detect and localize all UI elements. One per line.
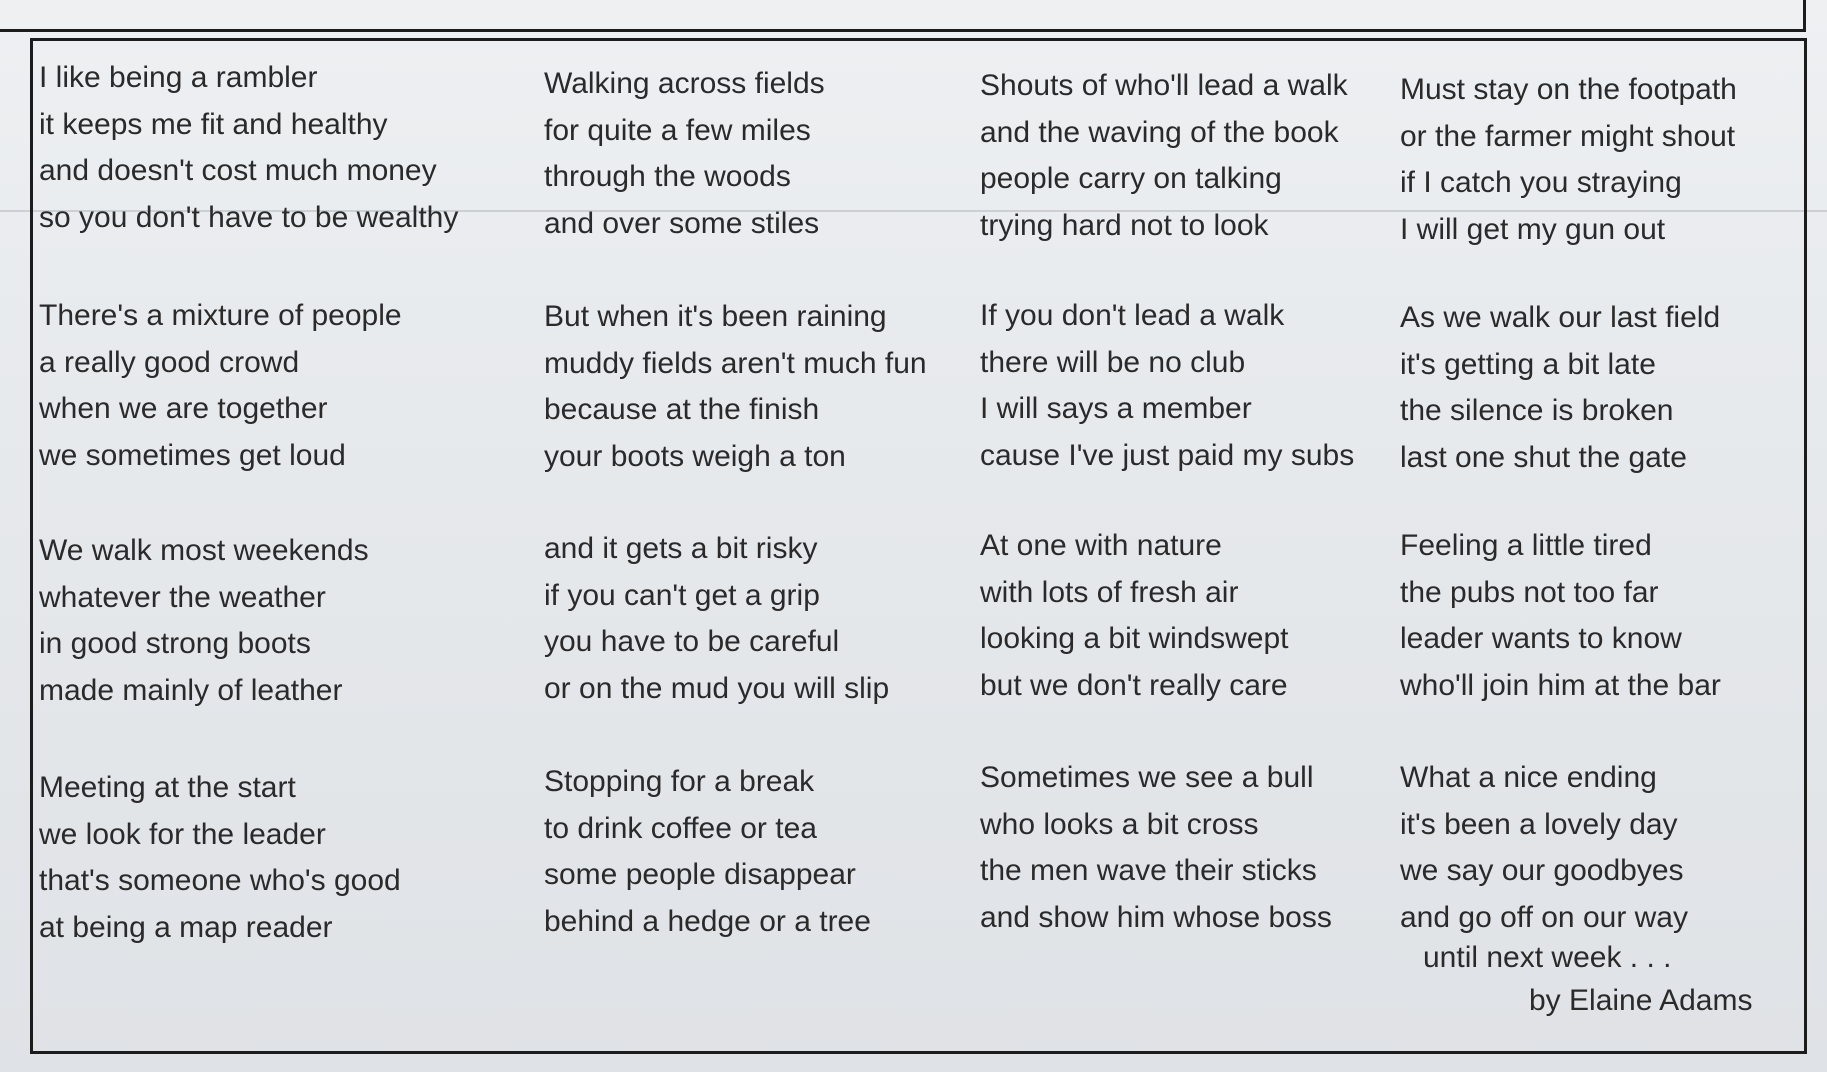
poem-line: I will get my gun out [1400,212,1666,246]
poem-line: or on the mud you will slip [544,671,890,705]
poem-line: Shouts of who'll lead a walk [980,69,1348,102]
stanza [544,294,974,480]
stanza [1400,523,1827,709]
poem-line: people carry on talking [980,162,1282,195]
poem-line: that's someone who's good [39,864,401,897]
poem-line: we sometimes get loud [39,438,346,472]
poem-line: and go off on our way [1400,900,1688,934]
poem-line: because at the finish [544,393,820,426]
poem-line: or the farmer might shout [1400,119,1736,153]
poem-line: behind a hedge or a tree [544,904,871,938]
poem-line: Feeling a little tired [1400,529,1652,562]
poem-line: But when it's been raining [544,300,887,333]
poem-line: There's a mixture of people [39,299,402,332]
previous-article-border [0,0,1806,32]
stanza [39,765,469,951]
poem-frame [30,38,1807,1054]
poem-line: leader wants to know [1400,622,1682,655]
stanza [980,63,1410,249]
stanza [544,759,974,945]
poem-line: Meeting at the start [39,771,296,804]
poem-line: last one shut the gate [1400,440,1687,474]
poem-line: Walking across fields [544,67,825,100]
poem-line: looking a bit windswept [980,622,1289,655]
poem-line: at being a map reader [39,910,333,944]
poem-line: for quite a few miles [544,113,811,147]
poem-line: the silence is broken [1400,394,1674,427]
poem-line: if you can't get a grip [544,578,820,612]
poem-line: to drink coffee or tea [544,811,817,845]
poem-line: and over some stiles [544,206,820,240]
poem-line: We walk most weekends [39,534,369,567]
poem-line: it's getting a bit late [1400,347,1656,381]
poem-line: who looks a bit cross [980,807,1259,841]
closing-line: until next week . . . [1423,941,1672,974]
poem-line: and the waving of the book [980,115,1339,149]
poem-line: the pubs not too far [1400,575,1659,609]
poem-line: At one with nature [980,529,1222,562]
stanza [1400,67,1827,253]
stanza [39,528,469,714]
poem-line: it's been a lovely day [1400,807,1678,841]
poem-line: the men wave their sticks [980,854,1317,887]
poem-line: Sometimes we see a bull [980,761,1314,794]
poem-line: I like being a rambler [39,61,318,94]
poem-line: trying hard not to look [980,208,1269,242]
poem-line: muddy fields aren't much fun [544,346,927,380]
poem-line: cause I've just paid my subs [980,438,1355,472]
stanza [544,526,974,712]
stanza [39,293,469,479]
poem-line: so you don't have to be wealthy [39,200,459,234]
poem-line: it keeps me fit and healthy [39,107,388,141]
poem-line: whatever the weather [39,580,326,614]
poem-line: a really good crowd [39,345,300,379]
stanza [980,293,1410,479]
poem-line: If you don't lead a walk [980,299,1285,332]
stanza [1400,755,1827,941]
poem-line: with lots of fresh air [980,575,1239,609]
poem-line: but we don't really care [980,668,1288,702]
poem-line: in good strong boots [39,627,311,660]
poem-line: What a nice ending [1400,761,1657,794]
poem-line: there will be no club [980,345,1246,379]
stanza [980,523,1410,709]
poem-line: you have to be careful [544,625,840,658]
poem-line: some people disappear [544,858,856,891]
poem-line: I will says a member [980,392,1252,425]
poem-line: we say our goodbyes [1400,854,1684,887]
poem-line: and show him whose boss [980,900,1332,934]
poem-line: when we are together [39,392,328,425]
poem-line: made mainly of leather [39,673,343,707]
author-credit: by Elaine Adams [1529,984,1753,1017]
poem-line: Stopping for a break [544,765,815,798]
stanza [544,61,974,247]
poem-line: we look for the leader [39,817,326,851]
poem-line: if I catch you straying [1400,166,1682,199]
poem-line: and it gets a bit risky [544,532,818,565]
poem-line: Must stay on the footpath [1400,73,1737,106]
stanza [980,755,1410,941]
poem-line: and doesn't cost much money [39,154,437,187]
poem-line: As we walk our last field [1400,301,1721,334]
poem-line: through the woods [544,160,791,193]
poem-line: your boots weigh a ton [544,439,846,473]
poem-line: who'll join him at the bar [1400,668,1721,702]
stanza [39,55,469,241]
stanza [1400,295,1827,481]
